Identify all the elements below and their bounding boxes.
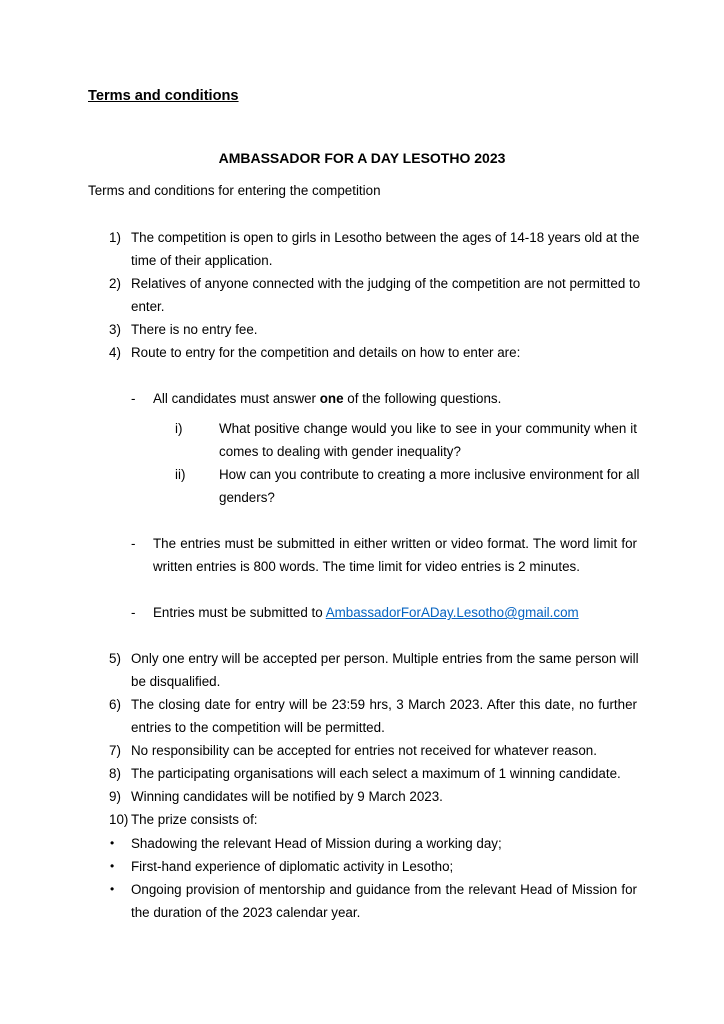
list-item-text: The competition is open to girls in Lesotho between the ages of 14-18 years old at the <box>131 230 640 245</box>
list-item-text: The participating organisations will each select a maximum of 1 winning candidate. <box>131 766 621 781</box>
list-item-3 <box>0 323 724 341</box>
list-item-text: Relatives of anyone connected with the judging of the competition are not permitted to <box>131 276 641 291</box>
question-item-1 <box>0 422 724 440</box>
dash-marker: - <box>131 536 136 551</box>
question-text: What positive change would you like to see in your community when it <box>219 421 637 436</box>
question-item-1-cont <box>0 445 724 463</box>
list-item-text: entries to the competition will be permitted. <box>131 720 385 735</box>
prize-item-text: First-hand experience of diplomatic activity in Lesotho; <box>131 859 454 874</box>
list-item-9 <box>0 790 724 808</box>
question-text: genders? <box>219 490 275 505</box>
dash-marker: - <box>131 605 136 620</box>
question-item-2 <box>0 468 724 486</box>
list-item-text: There is no entry fee. <box>131 322 258 337</box>
email-link[interactable]: AmbassadorForADay.Lesotho@gmail.com <box>325 605 579 620</box>
bullet-marker: • <box>110 859 115 873</box>
list-item-7 <box>0 744 724 762</box>
list-item-5 <box>0 652 724 670</box>
list-item-text: Winning candidates will be notified by 9 March 2023. <box>131 789 443 804</box>
list-item-text: Only one entry will be accepted per person. Multiple entries from the same person will <box>131 651 639 666</box>
route-item-format <box>0 537 724 555</box>
list-marker: 1) <box>109 230 121 245</box>
list-marker: 8) <box>109 766 121 781</box>
list-item-4 <box>0 346 724 364</box>
bullet-marker: • <box>110 836 115 850</box>
list-marker: 5) <box>109 651 121 666</box>
roman-marker: ii) <box>175 467 186 482</box>
list-item-text: The prize consists of: <box>131 812 258 827</box>
prize-item-text: the duration of the 2023 calendar year. <box>131 905 361 920</box>
dash-marker: - <box>131 391 136 406</box>
list-item-text: be disqualified. <box>131 674 221 689</box>
list-item-1 <box>0 231 724 249</box>
question-item-2-cont <box>0 491 724 509</box>
section-heading: Terms and conditions <box>88 88 239 104</box>
prize-item-1 <box>0 837 724 855</box>
prize-item-2 <box>0 860 724 878</box>
list-item-1-cont <box>0 254 724 272</box>
list-marker: 10) <box>109 812 129 827</box>
emphasis-one: one <box>319 391 344 406</box>
list-item-5-cont <box>0 675 724 693</box>
question-text: comes to dealing with gender inequality? <box>219 444 461 459</box>
prize-item-3-cont <box>0 906 724 924</box>
route-item-submit <box>0 606 724 624</box>
list-item-text: enter. <box>131 299 165 314</box>
route-item-questions <box>0 392 724 410</box>
list-item-text: Route to entry for the competition and details on how to enter are: <box>131 345 521 360</box>
list-item-text: The closing date for entry will be 23:59 hrs, 3 March 2023. After this date, no further <box>131 697 637 712</box>
question-text: How can you contribute to creating a more inclusive environment for all <box>219 467 640 482</box>
list-item-text: No responsibility can be accepted for entries not received for whatever reason. <box>131 743 597 758</box>
prize-item-text: Shadowing the relevant Head of Mission during a working day; <box>131 836 502 851</box>
roman-marker: i) <box>175 421 183 436</box>
bullet-marker: • <box>110 882 115 896</box>
list-marker: 3) <box>109 322 121 337</box>
document-title: AMBASSADOR FOR A DAY LESOTHO 2023 <box>218 150 506 166</box>
list-item-2 <box>0 277 724 295</box>
list-item-6 <box>0 698 724 716</box>
route-item-text: written entries is 800 words. The time limit for video entries is 2 minutes. <box>153 559 580 574</box>
intro-text: Terms and conditions for entering the competition <box>88 183 381 198</box>
list-marker: 6) <box>109 697 121 712</box>
list-marker: 7) <box>109 743 121 758</box>
list-item-2-cont <box>0 300 724 318</box>
list-item-text: time of their application. <box>131 253 273 268</box>
route-item-text: Entries must be submitted to AmbassadorForADay.Lesotho@gmail.com <box>153 605 579 620</box>
route-item-text: The entries must be submitted in either written or video format. The word limit for <box>153 536 637 551</box>
list-item-6-cont <box>0 721 724 739</box>
prize-item-text: Ongoing provision of mentorship and guidance from the relevant Head of Mission for <box>131 882 637 897</box>
route-item-text: All candidates must answer one of the following questions. <box>153 391 502 406</box>
route-item-format-cont <box>0 560 724 578</box>
prize-item-3 <box>0 883 724 901</box>
list-item-10 <box>0 813 724 831</box>
list-marker: 9) <box>109 789 121 804</box>
list-marker: 2) <box>109 276 121 291</box>
list-item-8 <box>0 767 724 785</box>
list-marker: 4) <box>109 345 121 360</box>
